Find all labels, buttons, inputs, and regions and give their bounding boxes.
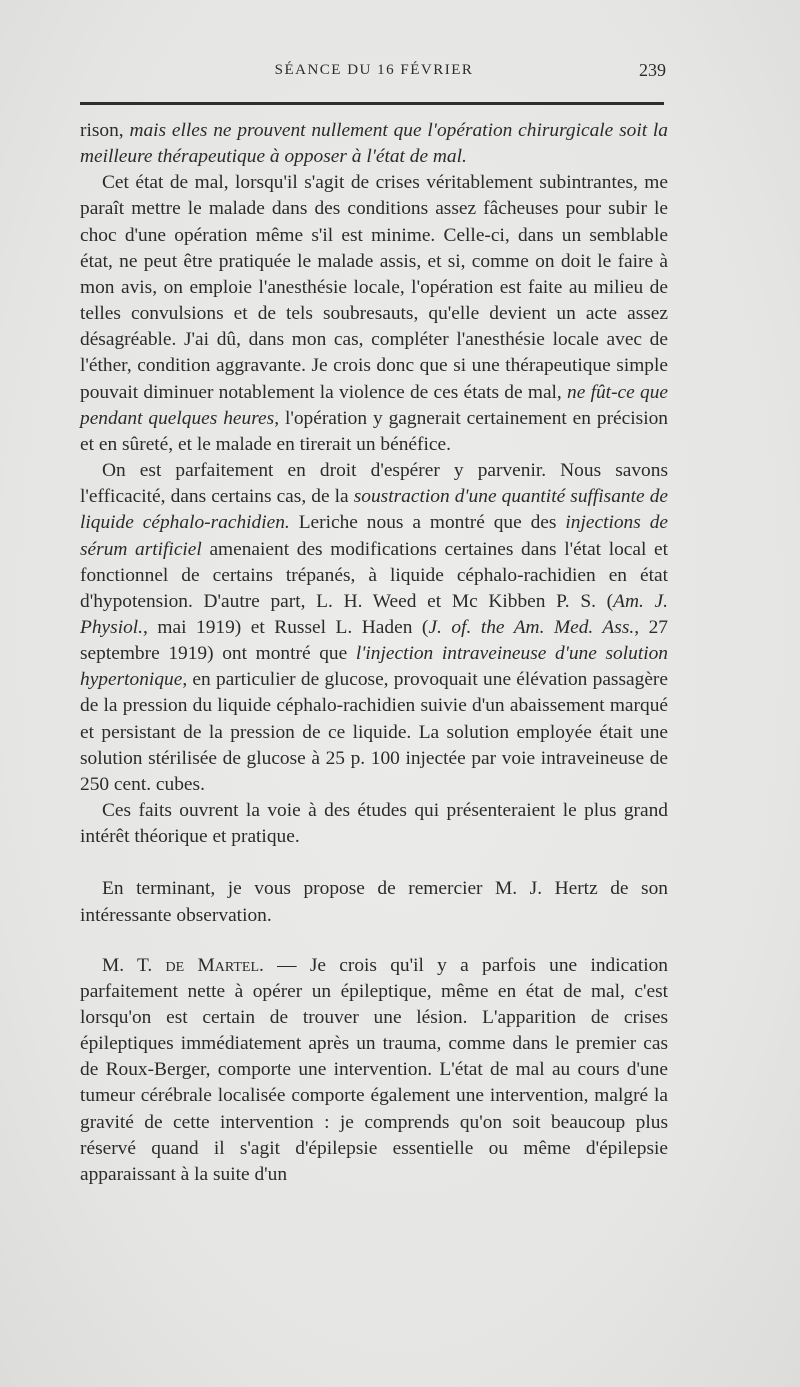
page-header	[80, 62, 668, 92]
p3-text-5: , 27 septembre 1919) ont montré que	[80, 616, 668, 665]
p3-italic-1: soustraction d'une quantité suffisante de liquide céphalo-rachidien.	[80, 486, 668, 534]
p3-italic-3: Am. J. Physiol.	[80, 590, 668, 638]
paragraph-6	[80, 953, 668, 1188]
paragraph-3	[80, 458, 668, 798]
p4-text: Ces faits ouvrent la voie à des études qui présenteraient le plus grand intérêt théorique et pratique.	[80, 800, 668, 848]
header-rule	[80, 102, 664, 105]
paragraph-4	[80, 798, 668, 850]
p3-italic-5: l'injection intraveineuse d'une solution hypertonique	[80, 643, 668, 691]
p3-italic-2: injections de sérum artificiel	[80, 512, 668, 560]
p5-text: En terminant, je vous propose de remercier M. J. Hertz de son intéressante observation.	[80, 878, 668, 926]
paragraph-2	[80, 170, 668, 458]
p3-text-6: , en particulier de glucose, provoquait une élévation passagère de la pression du liquide céphalo-rachidien suivie d'un abaissement marqué et persistant de la pression de ce liquide. La solution employée était une solution stérilisée de glucose à 25 p. 100 injectée par voie intraveineuse de 250 cent. cubes.	[80, 669, 668, 795]
p2-text-1: Cet état de mal, lorsqu'il s'agit de crises véritablement subintrantes, me paraît mettre le malade dans des conditions assez fâcheuses pour subir le choc d'une opération même s'il est minime. Celle-ci, dans un semblable état, ne peut être pratiquée le malade assis, et si, comme on doit le faire à mon avis, on emploie l'anesthésie locale, l'opération est faite au milieu de telles convulsions et de tels soubresauts, qu'elle devient un acte assez désagréable. J'ai dû, dans mon cas, compléter l'anesthésie locale avec de l'éther, condition aggravante. Je crois donc que si une thérapeutique simple pouvait diminuer notablement la violence de ces états de mal,	[80, 172, 668, 403]
running-head: SÉANCE DU 16 FÉVRIER	[274, 62, 474, 78]
p3-text-3: amenaient des modifications certaines dans l'état local et fonctionnel de certains trépanés, à liquide céphalo-rachidien en état d'hypotension. D'autre part, L. H. Weed et Mc Kibben P. S. (	[80, 538, 668, 612]
p2-italic: ne fût-ce que pendant quelques heures	[80, 381, 668, 429]
paragraph-1	[80, 118, 668, 170]
speaker-name: M. T. de Martel.	[102, 954, 264, 976]
p2-text-2: , l'opération y gagnerait certainement en précision et en sûreté, et le malade en tirerait un bénéfice.	[80, 407, 668, 455]
p1-text: rison,	[80, 120, 130, 141]
body-text	[80, 118, 668, 1188]
p3-text-2: Leriche nous a montré que des	[289, 512, 566, 534]
p6-text: — Je crois qu'il y a parfois une indication parfaitement nette à opérer un épileptique, même en état de mal, c'est lorsqu'on est certain de trouver une lésion. L'apparition de crises épileptiques immédiatement après un trauma, comme dans le premier cas de Roux-Berger, comporte une intervention. L'état de mal au cours d'une tumeur cérébrale localisée comporte également une intervention, malgré la gravité de cette intervention : je comprends qu'on soit beaucoup plus réservé quand il s'agit d'épilepsie essentielle ou même d'épilepsie apparaissant à la suite d'un	[80, 954, 668, 1185]
page-number: 239	[639, 60, 666, 80]
paragraph-5	[80, 876, 668, 928]
p3-italic-4: J. of. the Am. Med. Ass.	[428, 616, 635, 638]
p3-text-1: On est parfaitement en droit d'espérer y parvenir. Nous savons l'efficacité, dans certains cas, de la	[80, 460, 668, 508]
p1-italic: mais elles ne prouvent nullement que l'opération chirurgicale soit la meilleure thérapeutique à opposer à l'état de mal.	[80, 120, 668, 168]
p3-text-4: , mai 1919) et Russel L. Haden (	[143, 616, 429, 638]
